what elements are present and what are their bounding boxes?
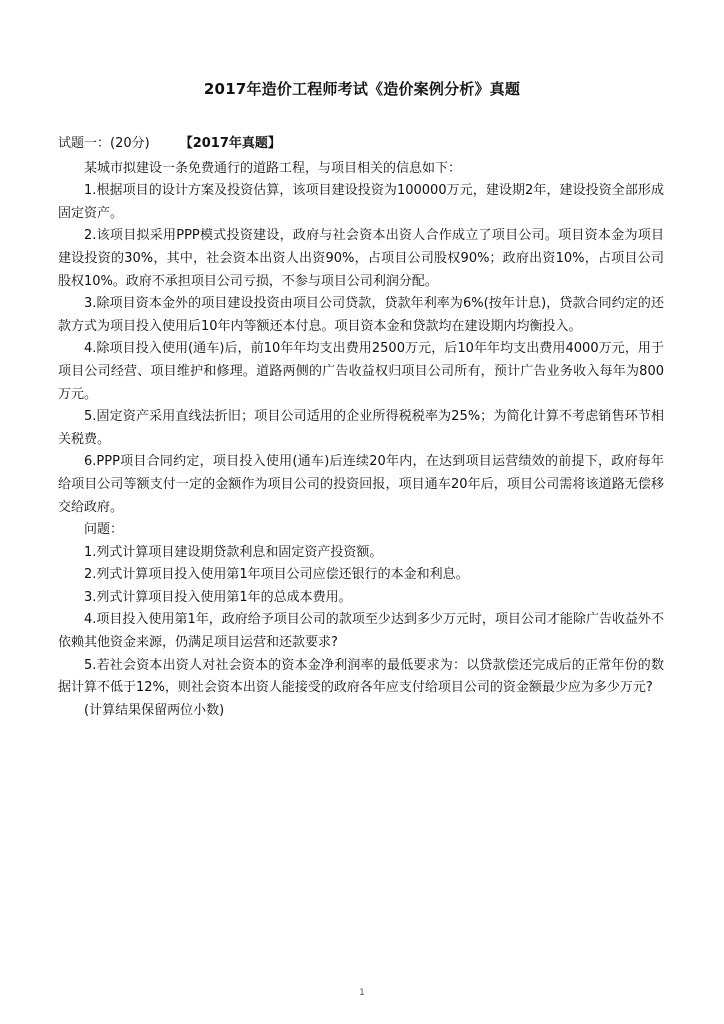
question-item: 1.列式计算项目建设期贷款利息和固定资产投资额。	[84, 544, 383, 560]
section-tag: 【2017年真题】	[179, 136, 281, 151]
question-item: 3.列式计算项目投入使用第1年的总成本费用。	[84, 589, 352, 605]
condition-paragraph: 3.除项目资本金外的项目建设投资由项目公司贷款，贷款年利率为6%(按年计息)，贷款合同约定的还款方式为项目投入使用后10年内等额还本付息。项目资本金和贷款均在建设期内均衡投入。	[58, 296, 664, 334]
section-label: 试题一：(20分)	[58, 136, 150, 151]
question-item: 5.若社会资本出资人对社会资本的资本金净利润率的最低要求为：以贷款偿还完成后的正常年份的数据计算不低于12%，则社会资本出资人能接受的政府各年应支付给项目公司的资金额最少应为多少万元?	[58, 657, 664, 696]
section-header	[58, 133, 664, 156]
questions-label: 问题：	[84, 522, 124, 538]
condition-paragraph: 5.固定资产采用直线法折旧；项目公司适用的企业所得税税率为25%；为简化计算不考虑销售环节相关税费。	[58, 409, 664, 447]
question-item: 4.项目投入使用第1年，政府给予项目公司的款项至少达到多少万元时，项目公司才能除广告收益外不依赖其他资金来源，仍满足项目运营和还款要求?	[58, 612, 664, 651]
intro-paragraph: 某城市拟建设一条免费通行的道路工程，与项目相关的信息如下：	[84, 160, 462, 176]
condition-paragraph: 4.除项目投入使用(通车)后，前10年年均支出费用2500万元，后10年年均支出费用4000万元，用于项目公司经营、项目维护和修理。道路两侧的广告收益权归项目公司所有，预计广告业务收入每年为800万元。	[58, 341, 664, 402]
page-number: 1	[359, 988, 365, 998]
question-item: 2.列式计算项目投入使用第1年项目公司应偿还银行的本金和利息。	[84, 567, 469, 583]
condition-paragraph: 6.PPP项目合同约定，项目投入使用(通车)后连续20年内，在达到项目运营绩效的前提下，政府每年给项目公司等额支付一定的金额作为项目公司的投资回报，项目通车20年后，项目公司需将该道路无偿移交给政府。	[58, 454, 664, 515]
calculation-note: (计算结果保留两位小数)	[84, 702, 225, 718]
document-title: 2017年造价工程师考试《造价案例分析》真题	[203, 80, 521, 98]
condition-paragraph: 1.根据项目的设计方案及投资估算，该项目建设投资为100000万元，建设期2年，建设投资全部形成固定资产。	[58, 183, 664, 221]
document-body	[58, 133, 664, 722]
condition-paragraph: 2.该项目拟采用PPP模式投资建设，政府与社会资本出资人合作成立了项目公司。项目资本金为项目建设投资的30%，其中，社会资本出资人出资90%，占项目公司股权90%；政府出资10%，占项目公司股权10%。政府不承担项目公司亏损，不参与项目公司利润分配。	[58, 228, 664, 289]
